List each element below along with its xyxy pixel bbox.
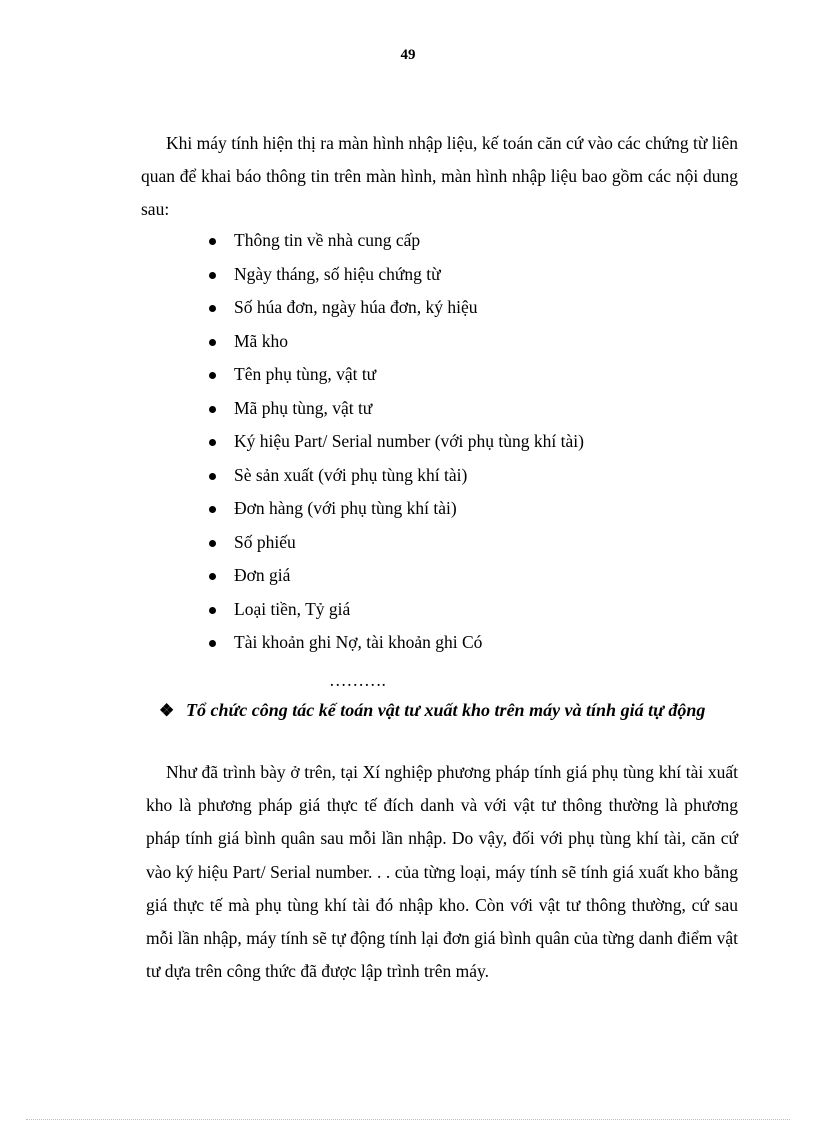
page-number: 49 (400, 47, 416, 63)
bullet-dot-icon (209, 406, 216, 413)
bullet-text: Số phiếu (234, 531, 296, 552)
bullet-dot-icon (209, 473, 216, 480)
bullet-dot-icon (209, 372, 216, 379)
bullet-dot-icon (209, 573, 216, 580)
bullet-text: Số húa đơn, ngày húa đơn, ký hiệu (234, 297, 478, 317)
bullet-text: Ký hiệu Part/ Serial number (với phụ tùng khí tài) (234, 431, 584, 451)
diamond-bullet-icon: ❖ (159, 701, 175, 720)
bullet-text: Đơn giá (234, 565, 291, 585)
bullet-dot-icon (209, 540, 216, 547)
bullet-dot-icon (209, 339, 216, 346)
bullet-text: Thông tin về nhà cung cấp (234, 230, 421, 250)
ellipsis: ………. (329, 670, 386, 690)
bullet-dot-icon (209, 305, 216, 312)
bullet-dot-icon (209, 238, 216, 245)
bullet-text: Loại tiền, Tỷ giá (234, 598, 351, 619)
section-heading (141, 694, 738, 727)
bullet-text: Mã kho (234, 330, 288, 351)
section-heading-text: Tổ chức công tác kế toán vật tư xuất kho trên máy và tính giá tự động (186, 700, 706, 720)
bullet-dot-icon (209, 272, 216, 279)
bullet-text: Mã phụ tùng, vật tư (234, 397, 373, 418)
page-bottom-divider (26, 1119, 790, 1120)
body-paragraph: Như đã trình bày ở trên, tại Xí nghiệp phương pháp tính giá phụ tùng khí tài xuất kho là phương pháp giá thực tế đích danh và với vật tư thông thường là phương pháp tính giá bình quân sau mỗi lần nhập. Do vậy, đối với phụ tùng khí tài, căn cứ vào ký hiệu Part/ Serial number. . . của từng loại, máy tính sẽ tính giá xuất kho bằng giá thực tế mà phụ tùng khí tài đó nhập kho. Còn với vật tư thông thường, cứ sau mỗi lần nhập, máy tính sẽ tự động tính lại đơn giá bình quân của từng danh điểm vật tư dựa trên công thức đã được lập trình trên máy. (146, 762, 738, 982)
bullet-dot-icon (209, 506, 216, 513)
intro-paragraph: Khi máy tính hiện thị ra màn hình nhập liệu, kế toán căn cứ vào các chứng từ liên quan để khai báo thông tin trên màn hình, màn hình nhập liệu bao gồm các nội dung sau: (141, 133, 738, 220)
bullet-text: Tên phụ tùng, vật tư (234, 364, 377, 384)
bullet-dot-icon (209, 439, 216, 446)
bullet-dot-icon (209, 640, 216, 647)
bullet-text: Ngày tháng, số hiệu chứng từ (234, 263, 441, 284)
bullet-text: Tài khoản ghi Nợ, tài khoản ghi Có (234, 632, 483, 652)
bullet-text: Sè sản xuất (với phụ tùng khí tài) (234, 464, 468, 485)
bullet-dot-icon (209, 607, 216, 614)
bullet-text: Đơn hàng (với phụ tùng khí tài) (234, 498, 457, 518)
